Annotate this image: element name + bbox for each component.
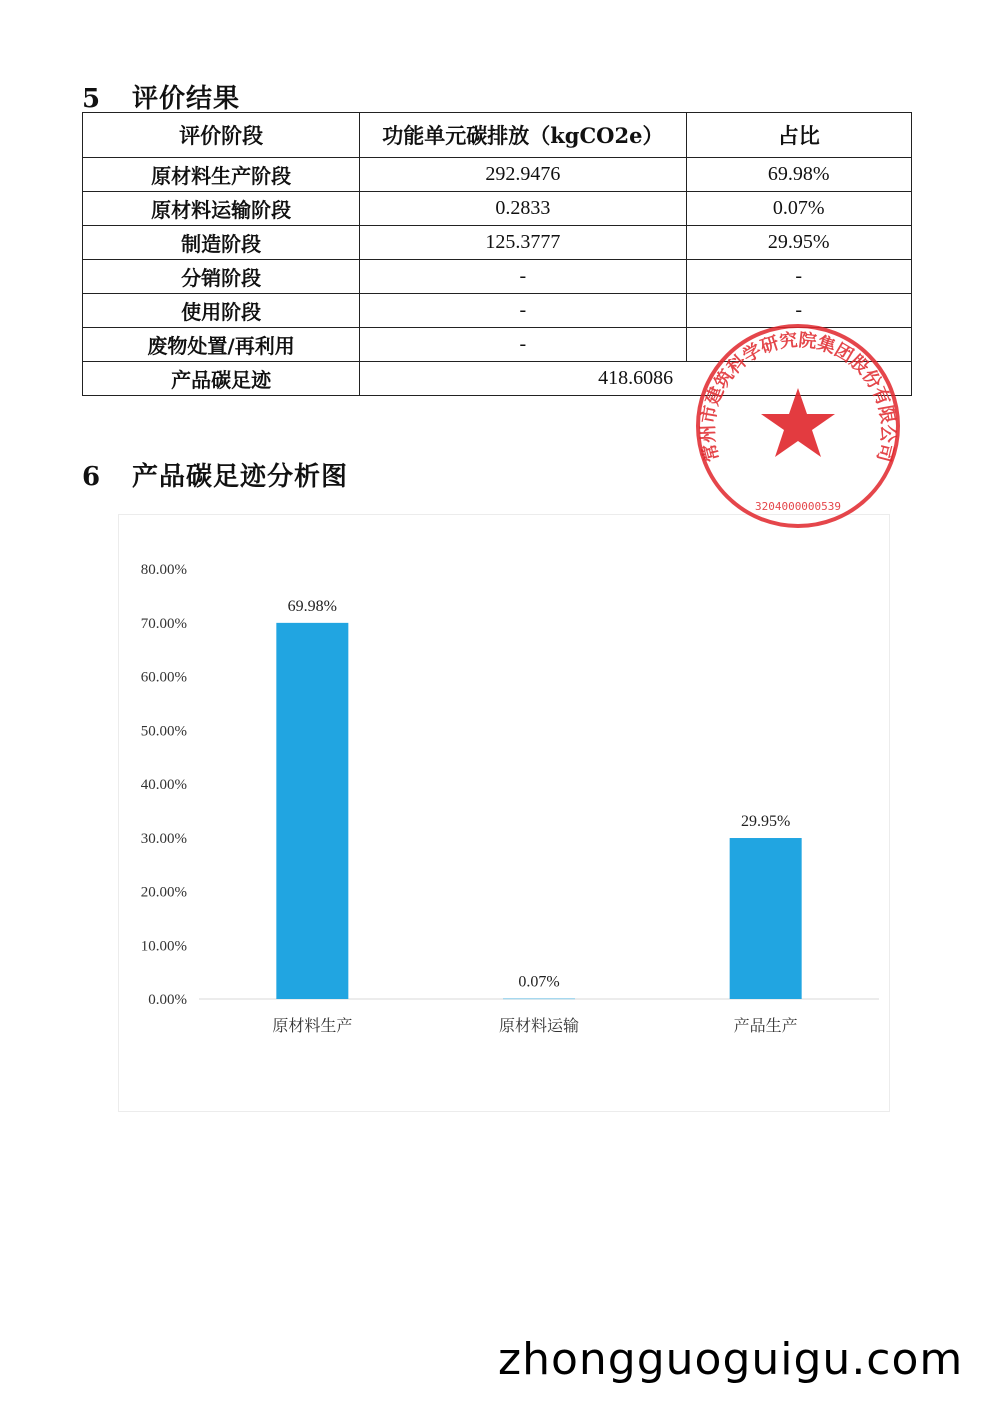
total-emission-cell: 418.6086 (360, 362, 912, 396)
y-tick-label: 70.00% (140, 615, 187, 632)
share-cell: 0.07% (686, 192, 911, 226)
carbon-footprint-bar-chart (118, 514, 890, 1112)
stage-cell: 制造阶段 (83, 226, 360, 260)
x-tick-label: 原材料运输 (498, 1016, 580, 1035)
stage-cell: 废物处置/再利用 (83, 328, 360, 362)
chart-canvas (119, 515, 889, 1111)
total-stage-cell: 产品碳足迹 (83, 362, 360, 396)
y-tick-label: 80.00% (140, 562, 187, 578)
y-tick-label: 60.00% (140, 669, 187, 686)
header-emission: 功能单元碳排放（kgCO2e） (360, 113, 686, 158)
star-icon (761, 388, 835, 457)
bar (503, 999, 575, 1000)
data-label: 0.07% (518, 973, 560, 991)
section-title: 评价结果 (132, 84, 241, 114)
share-cell: - (686, 260, 911, 294)
data-label: 29.95% (741, 813, 791, 831)
x-tick-label: 产品生产 (733, 1016, 798, 1035)
section-5-heading (82, 78, 240, 115)
emission-cell: - (360, 328, 686, 362)
emission-cell: 0.2833 (360, 192, 686, 226)
bar (276, 623, 348, 999)
share-cell: 69.98% (686, 158, 911, 192)
header-share: 占比 (686, 113, 911, 158)
emission-cell: - (360, 294, 686, 328)
section-number: 6 (82, 462, 102, 492)
data-label: 69.98% (287, 597, 337, 615)
y-tick-label: 50.00% (140, 723, 187, 740)
seal-text: 常州市建筑科学研究院集团股份有限公司 (697, 329, 899, 464)
section-number: 5 (82, 84, 102, 114)
y-tick-label: 0.00% (148, 992, 187, 1008)
table-row (83, 260, 912, 294)
emission-cell: - (360, 260, 686, 294)
header-stage: 评价阶段 (83, 113, 360, 158)
table-row (83, 158, 912, 192)
x-tick-label: 原材料生产 (272, 1016, 353, 1035)
stage-cell: 原材料生产阶段 (83, 158, 360, 192)
stage-cell: 分销阶段 (83, 260, 360, 294)
share-cell: 29.95% (686, 226, 911, 260)
bar (730, 838, 802, 999)
y-tick-label: 10.00% (140, 938, 187, 955)
stage-cell: 原材料运输阶段 (83, 192, 360, 226)
watermark: zhongguoguigu.com (498, 1334, 964, 1385)
stage-cell: 使用阶段 (83, 294, 360, 328)
seal-code: 3204000000539 (754, 500, 842, 513)
table-row (83, 226, 912, 260)
y-tick-label: 20.00% (140, 884, 187, 901)
y-tick-label: 40.00% (140, 777, 187, 793)
company-seal (692, 320, 904, 532)
section-title: 产品碳足迹分析图 (132, 462, 349, 492)
share-cell: - (686, 294, 911, 328)
section-6-heading (82, 456, 348, 493)
y-tick-label: 30.00% (140, 830, 187, 847)
table-row (83, 192, 912, 226)
table-header-row (83, 113, 912, 158)
emission-cell: 125.3777 (360, 226, 686, 260)
emission-cell: 292.9476 (360, 158, 686, 192)
